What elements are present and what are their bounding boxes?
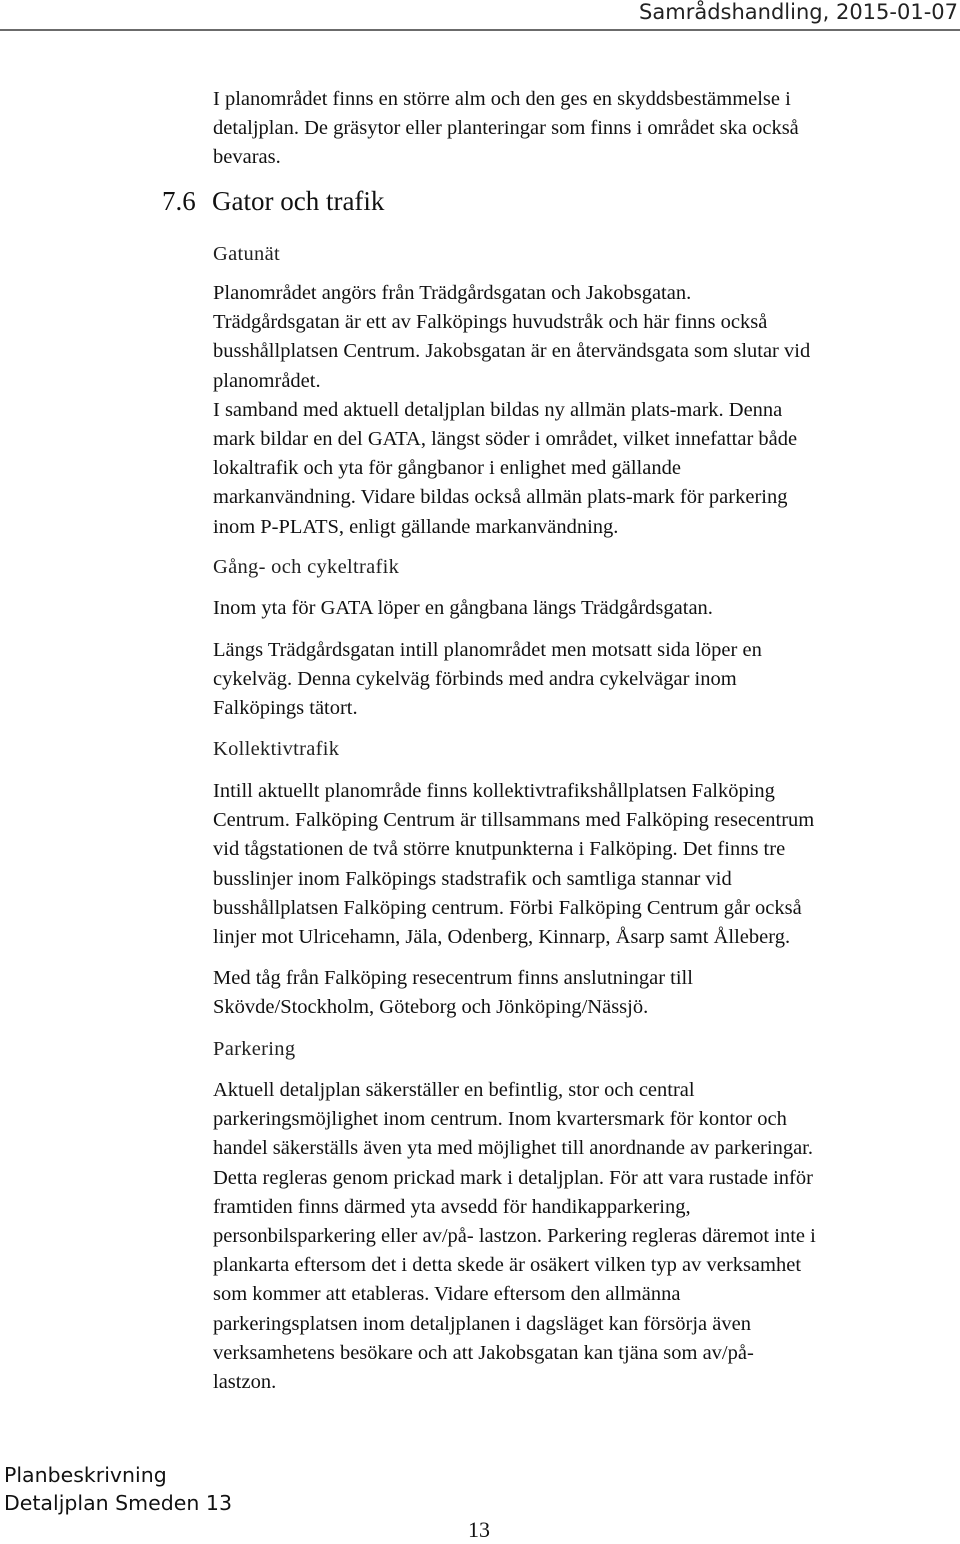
subheading-kollektivtrafik: Kollektivtrafik [213, 738, 340, 760]
text-line: detaljplan. De gräsytor eller planteringar som finns i området ska också [213, 117, 799, 140]
text-line: verksamhetens besökare och att Jakobsgatan kan tjäna som av/på- [213, 1341, 754, 1364]
document-header: Samrådshandling, 2015-01-07 [639, 0, 958, 24]
text-line: Aktuell detaljplan säkerställer en befintlig, stor och central [213, 1079, 695, 1101]
footer-document-type: Planbeskrivning [4, 1463, 167, 1487]
intro-paragraph [213, 85, 953, 173]
text-line: linjer mot Ulricehamn, Jäla, Odenberg, Kinnarp, Åsarp samt Ålleberg. [213, 926, 791, 949]
page-number: 13 [468, 1517, 490, 1542]
text-line: busslinjer inom Falköpings stadstrafik och samtliga stannar vid [213, 867, 732, 890]
subheading-gang-cykel: Gång- och cykeltrafik [213, 556, 400, 578]
text-line: Skövde/Stockholm, Göteborg och Jönköping/Nässjö. [213, 996, 649, 1019]
text-line: Intill aktuellt planområde finns kollektivtrafikshållplatsen Falköping [213, 780, 775, 802]
parkering-paragraph [213, 1076, 953, 1397]
section-heading [162, 184, 384, 218]
text-line: mark bildar en del GATA, längst söder i området, vilket innefattar både [213, 428, 798, 451]
text-line: Trädgårdsgatan är ett av Falköpings huvudstråk och här finns också [213, 311, 768, 334]
text-line: Med tåg från Falköping resecentrum finns anslutningar till [213, 967, 693, 989]
text-line: framtiden finns därmed yta avsedd för handikapparkering, [213, 1195, 691, 1218]
text-line: som kommer att etableras. Vidare eftersom den allmänna [213, 1283, 681, 1306]
text-line: Inom yta för GATA löper en gångbana längs Trädgårdsgatan. [213, 597, 713, 619]
text-line: parkeringsplatsen inom detaljplanen i dagsläget kan försörja även [213, 1312, 751, 1335]
text-line: handel säkerställs även yta med möjlighet till anordnande av parkeringar. [213, 1137, 813, 1160]
gatunat-paragraph [213, 279, 953, 542]
kollektiv-paragraph-1 [213, 777, 953, 952]
text-line: inom P-PLATS, enligt gällande markanvändning. [213, 515, 619, 538]
text-line: lokaltrafik och yta för gångbanor i enlighet med gällande [213, 457, 681, 480]
header-rule [0, 29, 960, 31]
footer-plan-name: Detaljplan Smeden 13 [4, 1491, 232, 1515]
text-line: Längs Trädgårdsgatan intill planområdet men motsatt sida löper en [213, 639, 762, 661]
text-line: plankarta eftersom det i detta skede är osäkert vilken typ av verksamhet [213, 1254, 802, 1277]
text-line: cykelväg. Denna cykelväg förbinds med andra cykelvägar inom [213, 668, 737, 691]
text-line: Falköpings tätort. [213, 697, 358, 720]
section-title: Gator och trafik [212, 186, 385, 216]
text-line: planområdet. [213, 369, 321, 392]
gang-paragraph-2 [213, 636, 953, 724]
text-line: markanvändning. Vidare bildas också allmän plats-mark för parkering [213, 486, 788, 509]
text-line: vid tågstationen de två större knutpunkterna i Falköping. Det finns tre [213, 838, 786, 861]
text-line: bevaras. [213, 146, 281, 169]
text-line: busshållplatsen Falköping centrum. Förbi Falköping Centrum går också [213, 896, 802, 919]
text-line: Centrum. Falköping Centrum är tillsammans med Falköping resecentrum [213, 809, 815, 832]
gang-paragraph-1 [213, 594, 953, 623]
section-number: 7.6 [162, 186, 196, 216]
kollektiv-paragraph-2 [213, 964, 953, 1022]
text-line: lastzon. [213, 1371, 277, 1394]
text-line: Detta regleras genom prickad mark i detaljplan. För att vara rustade inför [213, 1166, 813, 1189]
text-line: Planområdet angörs från Trädgårdsgatan och Jakobsgatan. [213, 282, 692, 304]
text-line: I samband med aktuell detaljplan bildas ny allmän plats-mark. Denna [213, 398, 783, 421]
text-line: personbilsparkering eller av/på- lastzon. Parkering regleras däremot inte i [213, 1225, 816, 1248]
subheading-gatunat: Gatunät [213, 243, 280, 265]
subheading-parkering: Parkering [213, 1038, 296, 1060]
text-line: I planområdet finns en större alm och den ges en skyddsbestämmelse i [213, 88, 791, 110]
text-line: parkeringsmöjlighet inom centrum. Inom kvartersmark för kontor och [213, 1108, 787, 1131]
text-line: busshållplatsen Centrum. Jakobsgatan är en återvändsgata som slutar vid [213, 340, 811, 363]
